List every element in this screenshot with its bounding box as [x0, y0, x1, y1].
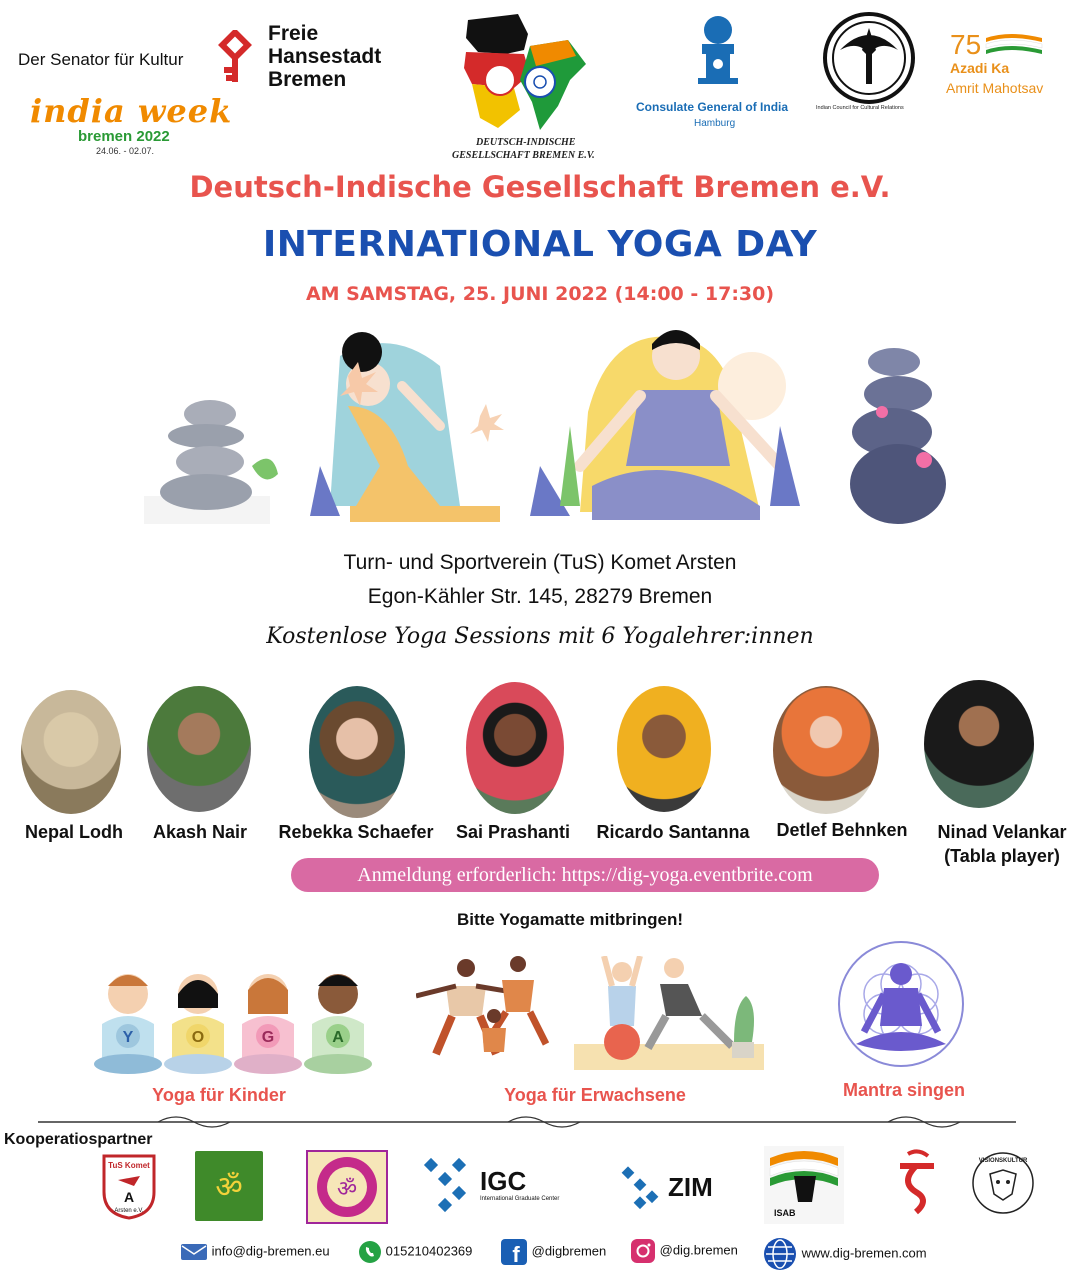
- svg-text:ॐ: ॐ: [215, 1170, 243, 1205]
- igc-text: IGC: [480, 1166, 527, 1196]
- whatsapp-icon: [358, 1240, 382, 1264]
- svg-text:TuS Komet: TuS Komet: [108, 1161, 150, 1170]
- svg-text:75: 75: [950, 29, 982, 58]
- category-kids: Yoga für Kinder: [152, 1085, 286, 1105]
- ornamental-divider: [38, 1112, 1016, 1132]
- fhb-line: Freie: [268, 22, 319, 45]
- institut-praevention-logo: [306, 1150, 388, 1224]
- facebook-icon: [500, 1238, 528, 1266]
- visionskultur-logo: [970, 1150, 1036, 1216]
- teacher-name: Nepal Lodh: [25, 822, 123, 842]
- contact-facebook-text: @digbremen: [531, 1243, 607, 1259]
- venue-address: Egon-Kähler Str. 145, 28279 Bremen: [367, 585, 713, 608]
- contact-email[interactable]: [180, 1242, 330, 1262]
- organizer-title: Deutsch-Indische Gesellschaft Bremen e.V.: [189, 170, 891, 204]
- teacher-photo: [617, 686, 711, 812]
- fhb-line: Hansestadt: [268, 45, 382, 68]
- dig-name-line2: GESELLSCHAFT BREMEN E.V.: [452, 150, 595, 161]
- yoga-hero-illustration: [140, 316, 960, 542]
- svg-text:Arsten e.V.: Arsten e.V.: [114, 1208, 144, 1214]
- category-adults: Yoga für Erwachsene: [504, 1085, 686, 1105]
- teacher-photo: [773, 686, 879, 814]
- teacher-photo: [924, 680, 1034, 808]
- event-date: AM SAMSTAG, 25. JUNI 2022 (14:00 - 17:30): [305, 283, 775, 305]
- contact-web[interactable]: [762, 1236, 927, 1272]
- teacher-name: Ricardo Santanna: [596, 822, 750, 842]
- contact-email-text: info@dig-bremen.eu: [211, 1243, 330, 1259]
- fhb-line: Bremen: [268, 68, 347, 91]
- india-week-year: bremen 2022: [78, 128, 170, 145]
- iccr-name: Indian Council for Cultural Relations: [816, 105, 904, 111]
- contact-phone-text: 015210402369: [385, 1243, 473, 1259]
- visionskultur-text: VISIONSKULTUR: [978, 1158, 1028, 1164]
- bremen-key-logo: [212, 30, 266, 90]
- sessions-text: Kostenlose Yoga Sessions mit 6 Yogalehrer:innen: [266, 624, 814, 649]
- dig-map-logo: [458, 10, 594, 136]
- freie-hansestadt-bremen: [268, 22, 381, 91]
- zim-logo: [620, 1164, 730, 1212]
- registration-link[interactable]: Anmeldung erforderlich: https://dig-yoga.eventbrite.com: [291, 858, 879, 892]
- om-yoga-studio-logo: [195, 1151, 263, 1221]
- contact-instagram-text: @dig.bremen: [659, 1242, 738, 1258]
- mantra-meditation-illustration: [836, 940, 966, 1070]
- senator-kultur-text: Der Senator für Kultur: [18, 50, 184, 69]
- event-title: INTERNATIONAL YOGA DAY: [262, 224, 818, 265]
- teacher-name: Akash Nair: [152, 822, 248, 842]
- contact-facebook[interactable]: [500, 1238, 606, 1266]
- svg-text:f: f: [512, 1242, 520, 1266]
- isab-logo: [764, 1146, 844, 1224]
- red-hindi-logo: [894, 1148, 940, 1218]
- india-week-dates: 24.06. - 02.07.: [96, 146, 155, 156]
- contact-phone[interactable]: [358, 1240, 472, 1264]
- category-mantra: Mantra singen: [842, 1080, 966, 1100]
- kids-letter: A: [332, 1029, 344, 1046]
- igc-subtext: International Graduate Center: [480, 1196, 560, 1202]
- kids-letter: O: [191, 1029, 205, 1046]
- teacher-photo: [466, 682, 564, 814]
- svg-text:ॐ: ॐ: [336, 1177, 358, 1202]
- zim-text: ZIM: [668, 1172, 713, 1202]
- bring-mat-text: Bitte Yogamatte mitbringen!: [456, 910, 684, 929]
- azadi-75-logo: [950, 28, 1050, 58]
- teacher-name: Rebekka Schaefer: [278, 822, 434, 842]
- consulate-name: Consulate General of India: [636, 100, 789, 114]
- contact-instagram[interactable]: [630, 1238, 738, 1264]
- adults-yoga-illustration: [416, 956, 766, 1076]
- teacher-photo: [309, 686, 405, 818]
- instagram-icon: [630, 1238, 656, 1264]
- teacher-note: (Tabla player): [944, 846, 1060, 866]
- india-emblem-icon: [694, 12, 742, 98]
- isab-text: ISAB: [774, 1208, 796, 1218]
- azadi-line2: Amrit Mahotsav: [946, 80, 1044, 96]
- consulate-city: Hamburg: [694, 118, 736, 129]
- dig-name-line1: DEUTSCH-INDISCHE: [476, 137, 576, 148]
- kids-letter: G: [261, 1029, 275, 1046]
- teacher-name: Ninad Velankar: [937, 822, 1067, 842]
- iccr-logo: [820, 10, 918, 106]
- kids-yoga-illustration: [92, 964, 374, 1076]
- venue-name: Turn- und Sportverein (TuS) Komet Arsten: [343, 551, 737, 574]
- svg-text:A: A: [123, 1189, 135, 1205]
- contact-web-text: www.dig-bremen.com: [801, 1245, 927, 1261]
- teacher-photo: [147, 686, 251, 812]
- partners-heading: Kooperatiospartner: [4, 1131, 153, 1148]
- teacher-photo: [21, 690, 121, 814]
- azadi-line1: Azadi Ka: [950, 60, 1010, 76]
- globe-icon: [762, 1236, 798, 1272]
- email-icon: [180, 1242, 208, 1262]
- igc-logo: [422, 1156, 582, 1218]
- tus-komet-logo: [100, 1152, 158, 1220]
- india-week-logo: india week: [30, 92, 233, 130]
- teacher-name: Sai Prashanti: [455, 822, 571, 842]
- kids-letter: Y: [122, 1029, 134, 1046]
- teacher-name: Detlef Behnken: [776, 820, 908, 840]
